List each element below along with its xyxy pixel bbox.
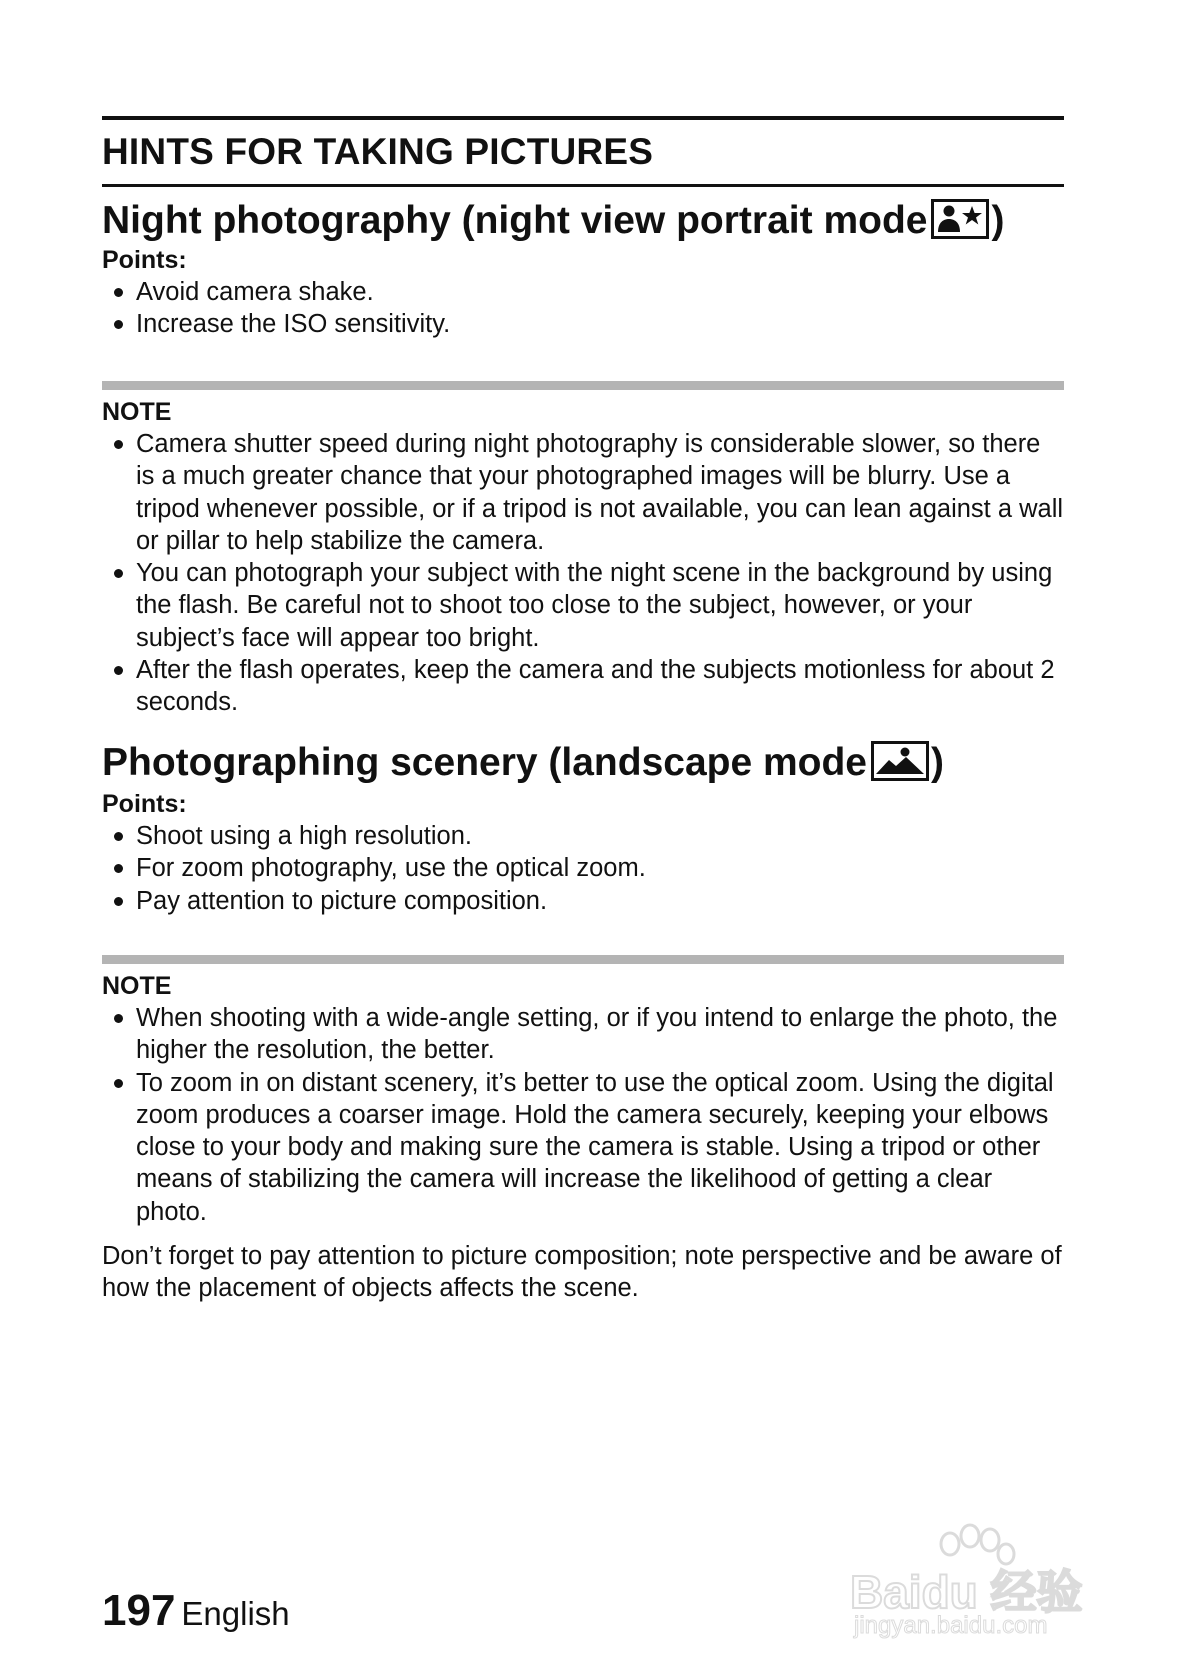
list-item: To zoom in on distant scenery, it’s better to use the optical zoom. Using the digital zoom produces a coarser image. Hold the camera securely, keeping your elbows close to your body and making sure the camera is stable. Using a tripod or other means of stabilizing the camera will increase the likelihood of getting a clear photo. [102, 1067, 1064, 1228]
list-item: For zoom photography, use the optical zoom. [102, 852, 1064, 884]
section-landscape-close-paren: ) [931, 741, 944, 784]
note-divider [102, 955, 1064, 964]
list-item: Avoid camera shake. [102, 276, 1064, 308]
page-number: 197 [102, 1586, 176, 1635]
section-night-close-paren: ) [991, 199, 1005, 242]
list-item: When shooting with a wide-angle setting, or if you intend to enlarge the photo, the higher the resolution, the better. [102, 1002, 1064, 1067]
section-landscape-title [102, 738, 944, 788]
section-landscape-points-label: Points: [102, 790, 187, 818]
list-item: Shoot using a high resolution. [102, 820, 1064, 852]
top-rule [102, 116, 1064, 120]
night-portrait-icon [931, 199, 989, 239]
landscape-icon [871, 741, 929, 781]
section-night-title-text: Night photography (night view portrait mode [102, 199, 928, 242]
section-night-title [102, 196, 1004, 246]
list-item: Camera shutter speed during night photography is considerable slower, so there is a much greater chance that your photographed images will be blurry. Use a tripod whenever possible, or if a tripod is not available, you can lean against a wall or pillar to help stabilize the camera. [102, 428, 1064, 557]
page-language: English [181, 1595, 290, 1632]
section-landscape-title-text: Photographing scenery (landscape mode [102, 741, 867, 784]
list-item: After the flash operates, keep the camera and the subjects motionless for about 2 seconds. [102, 654, 1064, 719]
list-item: Increase the ISO sensitivity. [102, 308, 1064, 340]
list-item: You can photograph your subject with the night scene in the background by using the flash. Be careful not to shoot too close to the subject, however, or your subject’s face will appear too bright. [102, 557, 1064, 654]
watermark-brand: Baidu 经验 [850, 1566, 1083, 1618]
section-night-notes-list [102, 428, 1064, 719]
section-landscape-note-label: NOTE [102, 972, 172, 1000]
section-landscape-notes-list [102, 1002, 1064, 1228]
watermark [840, 1508, 1140, 1658]
closing-paragraph: Don’t forget to pay attention to picture composition; note perspective and be aware of how the placement of objects affects the scene. [102, 1242, 1062, 1303]
watermark-url: jingyan.baidu.com [854, 1612, 1048, 1639]
list-item: Pay attention to picture composition. [102, 885, 1064, 917]
page-footer [102, 1586, 290, 1636]
section-night-note-label: NOTE [102, 398, 172, 426]
note-divider [102, 381, 1064, 390]
section-landscape-points-list [102, 820, 1064, 917]
section-night-points-list [102, 276, 1064, 341]
page-title: HINTS FOR TAKING PICTURES [102, 131, 654, 172]
section-night-points-label: Points: [102, 246, 187, 274]
title-underline [102, 184, 1064, 187]
